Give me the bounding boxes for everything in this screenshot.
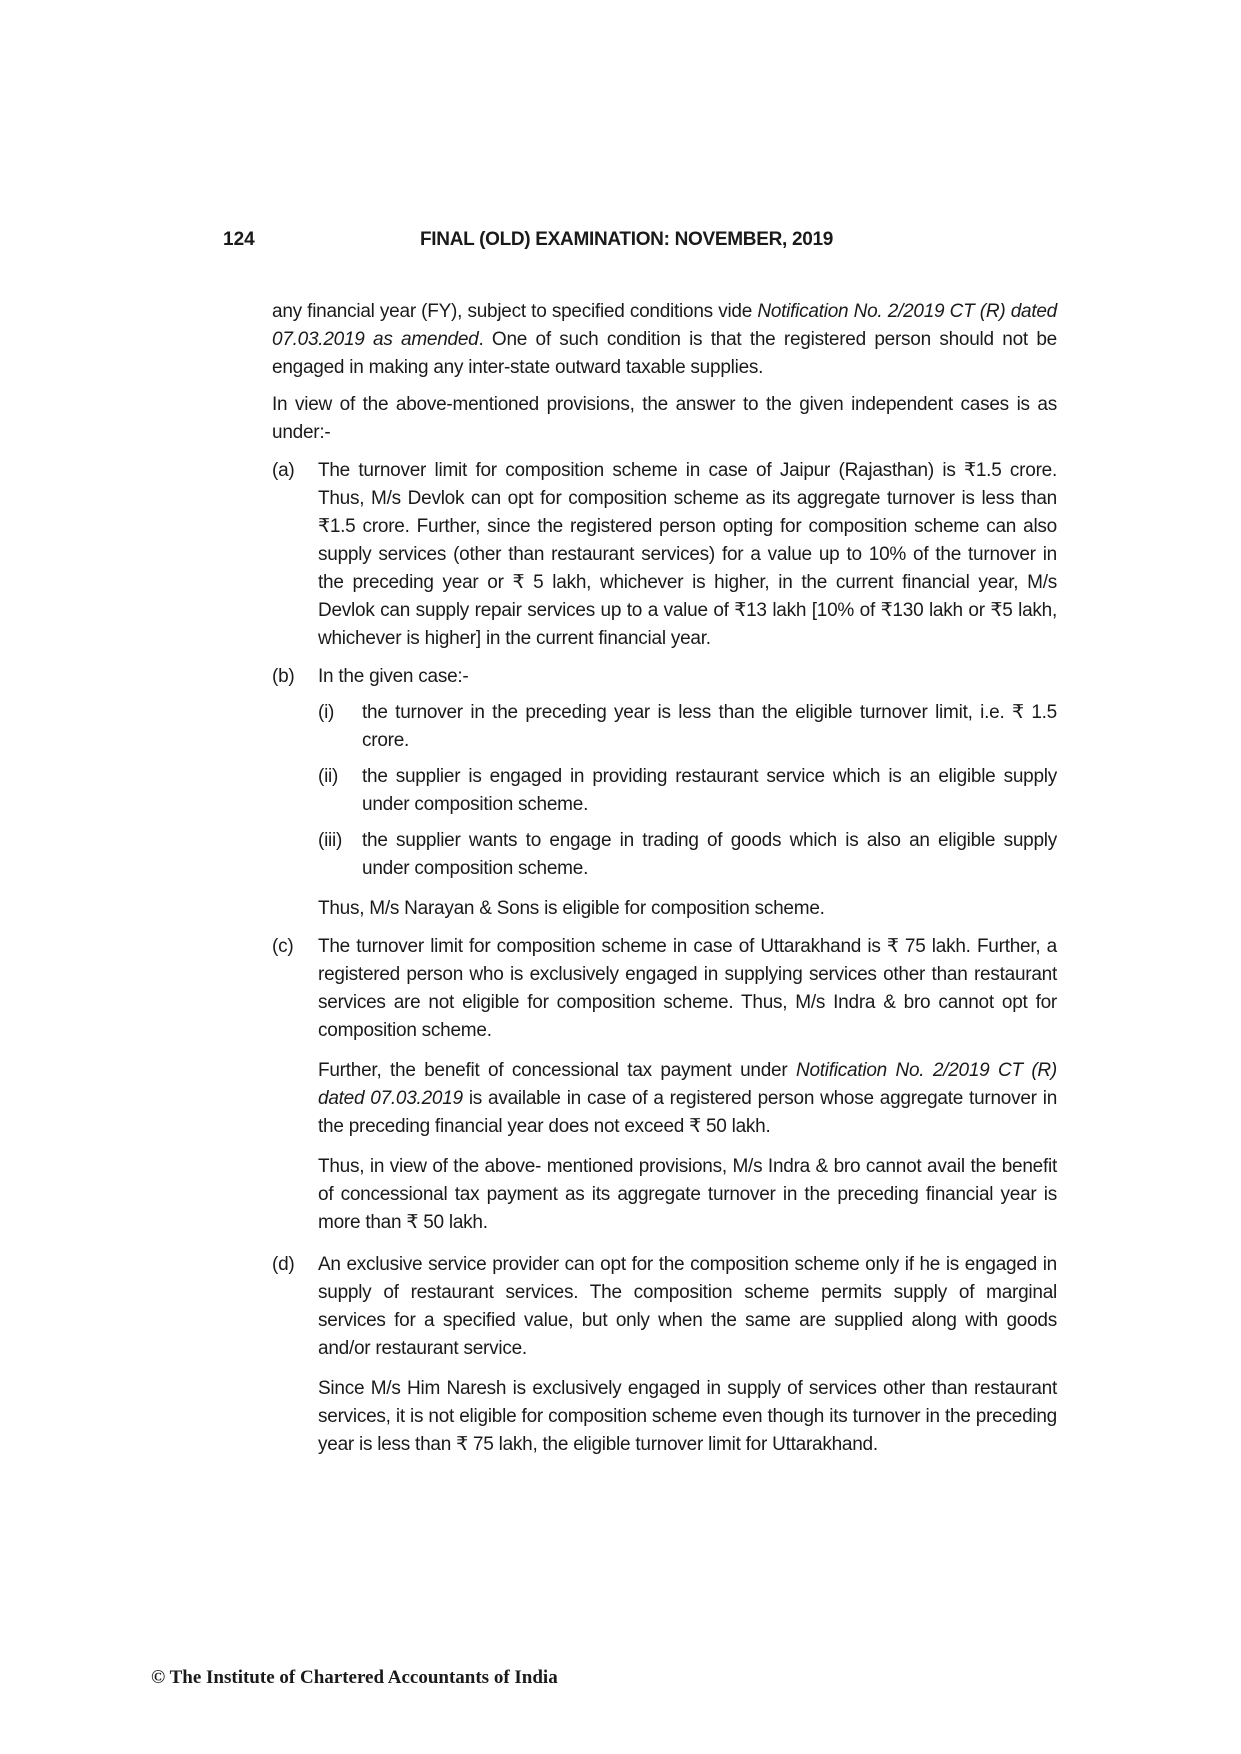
page-number: 124: [223, 229, 255, 250]
item-label: (a): [272, 460, 295, 481]
notification-reference: Notification No. 2/2019 CT (R) dated 07.03.2019: [318, 1060, 1057, 1109]
intro-paragraph-1: any financial year (FY), subject to specified conditions vide Notification No. 2/2019 CT (R) dated 07.03.2019 as amended. One of such condition is that the registered person should not be engaged in making any inter-state outward taxable supplies.: [272, 301, 1057, 378]
notification-reference: Notification No. 2/2019 CT (R) dated 07.03.2019 as amended: [272, 301, 1057, 350]
sub-item-text: the supplier is engaged in providing restaurant service which is an eligible supply under composition scheme.: [362, 766, 1057, 815]
sub-item-label: (i): [318, 702, 335, 723]
sub-item-iii: [318, 827, 1057, 883]
list-item-a: [272, 457, 1057, 653]
footer-copyright: © The Institute of Chartered Accountants of India: [151, 1667, 558, 1688]
list-item-d: [272, 1251, 1057, 1459]
sub-item-i: [318, 699, 1057, 755]
item-text: In the given case:-: [318, 666, 469, 687]
sub-item-text: the supplier wants to engage in trading of goods which is also an eligible supply under composition scheme.: [362, 830, 1057, 879]
page-body: [272, 298, 1057, 1459]
item-text: The turnover limit for composition scheme in case of Jaipur (Rajasthan) is ₹1.5 crore. Thus, M/s Devlok can opt for composition scheme as its aggregate turnover is less than ₹1.5 crore. Further, since the registered person opting for composition scheme can also supply services (other than restaurant services) for a value up to 10% of the turnover in the preceding year or ₹ 5 lakh, whichever is higher, in the current financial year, M/s Devlok can supply repair services up to a value of ₹13 lakh [10% of ₹130 lakh or ₹5 lakh, whichever is higher] in the current financial year.: [318, 460, 1057, 649]
item-label: (c): [272, 936, 294, 957]
item-paragraph-3: Thus, in view of the above- mentioned provisions, M/s Indra & bro cannot avail the benefit of concessional tax payment as its aggregate turnover in the preceding financial year is more than ₹ 50 lakh.: [318, 1156, 1057, 1233]
item-text: The turnover limit for composition scheme in case of Uttarakhand is ₹ 75 lakh. Further, a registered person who is exclusively engaged in supplying services other than restaurant services are not eligible for composition scheme. Thus, M/s Indra & bro cannot opt for composition scheme.: [318, 936, 1057, 1041]
intro-paragraph-2: In view of the above-mentioned provisions, the answer to the given independent cases is as under:-: [272, 394, 1057, 443]
list-item-b: [272, 663, 1057, 923]
item-paragraph-2: Further, the benefit of concessional tax payment under Notification No. 2/2019 CT (R) dated 07.03.2019 is available in case of a registered person whose aggregate turnover in the preceding financial year does not exceed ₹ 50 lakh.: [318, 1060, 1058, 1137]
item-label: (b): [272, 666, 295, 687]
item-paragraph-2: Since M/s Him Naresh is exclusively engaged in supply of services other than restaurant services, it is not eligible for composition scheme even though its turnover in the preceding year is less than ₹ 75 lakh, the eligible turnover limit for Uttarakhand.: [318, 1378, 1057, 1455]
running-header: FINAL (OLD) EXAMINATION: NOVEMBER, 2019: [420, 229, 834, 250]
sub-item-label: (ii): [318, 766, 339, 787]
sub-item-ii: [318, 763, 1057, 819]
item-label: (d): [272, 1254, 295, 1275]
item-text: An exclusive service provider can opt for the composition scheme only if he is engaged in supply of restaurant services. The composition scheme permits supply of marginal services for a specified value, but only when the same are supplied along with goods and/or restaurant service.: [318, 1254, 1057, 1359]
item-conclusion: Thus, M/s Narayan & Sons is eligible for composition scheme.: [318, 898, 825, 919]
sub-item-text: the turnover in the preceding year is less than the eligible turnover limit, i.e. ₹ 1.5 crore.: [362, 702, 1057, 751]
sub-item-label: (iii): [318, 830, 343, 851]
list-item-c: [272, 933, 1057, 1237]
